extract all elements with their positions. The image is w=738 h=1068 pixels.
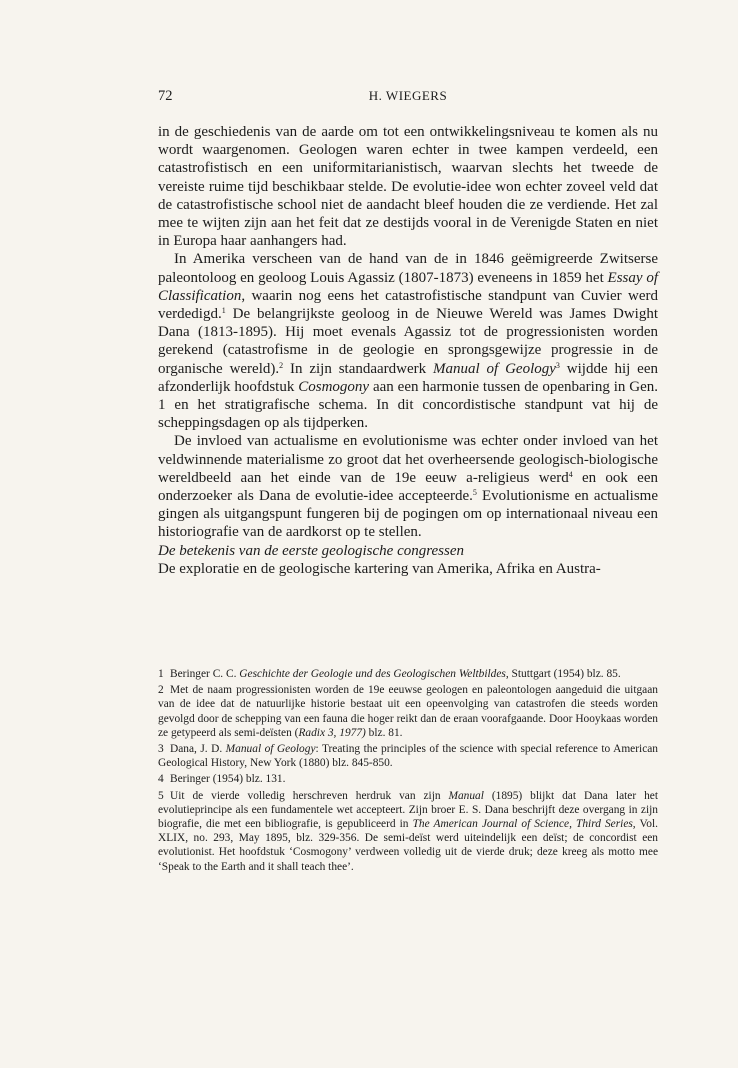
footnotes [158, 667, 658, 876]
paragraph-2 [158, 250, 658, 432]
footnote-number: 2 [158, 684, 164, 697]
book-title: Manual of Geology [225, 743, 316, 756]
footnote-number: 5 [158, 789, 164, 802]
book-title: Geschichte der Geologie und des Geologischen Weltbildes [239, 668, 506, 680]
text-run: Met de naam progressionisten worden de 19e eeuwse geologen en paleontologen aangeduid die uitgaan van de idee dat de natuurlijke historie bestaat uit een opeenvolging van catastrofen die steeds worden gevolgd door de schepping van een fauna die hoger reikt dan de eraan voorafgaande. Door Hooykaas worden ze getypeerd als semi-deïsten ( [158, 684, 658, 739]
text-run: Beringer C. C. [170, 668, 240, 680]
running-head-author: H. WIEGERS [368, 88, 448, 103]
footnote-5 [158, 789, 658, 874]
text-run: De invloed van actualisme en evolutionisme was echter onder invloed van het veldwinnende materialisme zo groot dat het overheersende geologisch-biologische wereldbeeld aan het einde van de 19e eeuw a-religieus werd [158, 433, 658, 486]
journal-title: Radix 3, 1977) [298, 726, 366, 739]
footnote-ref: 5 [472, 488, 477, 498]
paragraph-4: De exploratie en de geologische kartering van Amerika, Afrika en Austra- [158, 560, 601, 577]
footnote-ref: 1 [221, 306, 226, 316]
text-run: blz. 81. [365, 726, 403, 739]
footnote-ref: 3 [555, 360, 560, 370]
paragraph-3 [158, 432, 658, 541]
text-run: Beringer (1954) blz. 131. [170, 773, 286, 786]
footnote-ref: 2 [279, 360, 284, 370]
text-run: (1895) blijkt dat Dana later het evolutieprincipe als een fundamentele wet accepteert. Zijn broer E. S. Dana beschrijft deze overgang in zijn biografie, die met een bibliografie, is gepubliceerd in [158, 789, 658, 831]
text-run: aan een harmonie tussen de openbaring in Gen. 1 en het stratigrafische schema. In dit concordistische standpunt vat hij de scheppingsdagen op als tijdperken. [158, 378, 659, 432]
journal-title: The American Journal of Science, Third Series, [412, 818, 636, 831]
footnote-4 [158, 772, 658, 786]
text-run: , waarin nog eens het catastrofistische standpunt van Cuvier werd verdedigd. [158, 287, 658, 323]
page-number: 72 [158, 88, 173, 104]
text-run: De belangrijkste geoloog in de Nieuwe Wereld was James Dwight Dana (1813-1895). Hij moet evenals Agassiz tot de progressionisten worden gerekend (catastrofisme in de geologie en sprongsgewijze progressie in de organische wereld). [158, 306, 658, 377]
text-run: In Amerika verscheen van de hand van de in 1846 geëmigreerde Zwitserse paleontoloog en geoloog Louis Agassiz (1807-1873) eveneens in 1859 het [158, 251, 658, 286]
paragraph-1: in de geschiedenis van de aarde om tot een ontwikkelingsniveau te komen als nu wordt waargenomen. Geologen waren echter in twee kampen verdeeld, een catastrofistisch en een uniformitarianistisch, waarvan slechts het tweede de vereiste ruime tijd beschikbaar stelde. De evolutie-idee won echter zoveel veld dat de catastrofistische school niet de aandacht bleef houden die ze verdiende. Het zal mee te wijten zijn aan het feit dat ze destijds vooral in de Verenigde Staten en niet in Europa haar aanhangers had. [158, 124, 658, 250]
section-heading: De betekenis van de eerste geologische congressen [158, 542, 464, 559]
footnote-number: 4 [158, 773, 164, 786]
text-run: In zijn standaardwerk [283, 360, 434, 377]
footnote-1 [158, 667, 658, 681]
footnote-number: 3 [158, 743, 164, 756]
book-title: Essay of Classification [158, 269, 659, 304]
text-run: Evolutionisme en actualisme gingen als uitgangspunt fungeren bij de pogingen om op internationaal niveau een historiografie van de aardkorst op te stellen. [158, 488, 658, 541]
text-run: Dana, J. D. [170, 743, 226, 756]
text-run: , Stuttgart (1954) blz. 85. [505, 668, 621, 680]
running-header [158, 88, 658, 108]
text-run: Uit de vierde volledig herschreven herdruk van zijn [170, 789, 449, 802]
footnote-number: 1 [158, 668, 164, 680]
footnote-2 [158, 683, 658, 740]
footnote-3 [158, 742, 658, 770]
text-run: en ook een onderzoeker als Dana de evolutie-idee accepteerde. [158, 469, 658, 505]
book-title: Manual [448, 789, 484, 802]
text-run: : Treating the principles of the science with special reference to American Geological History, New York (1880) blz. 845-850. [158, 743, 659, 770]
footnote-ref: 4 [568, 469, 573, 479]
text-run: wijdde hij een afzonderlijk hoofdstuk [158, 360, 658, 395]
text-run: Vol. XLIX, no. 293, May 1895, blz. 329-356. De semi-deïst werd uiteindelijk een deïst; de concordist een evolutionist. Het hoofdstuk ‘Cosmogony’ verdween volledig uit de vierde druk; deze kreeg als motto mee ‘Speak to the Earth and it shall teach thee’. [158, 818, 658, 873]
main-text [158, 123, 658, 578]
book-title: Manual of Geology [433, 360, 556, 377]
chapter-title: Cosmogony [298, 378, 370, 395]
